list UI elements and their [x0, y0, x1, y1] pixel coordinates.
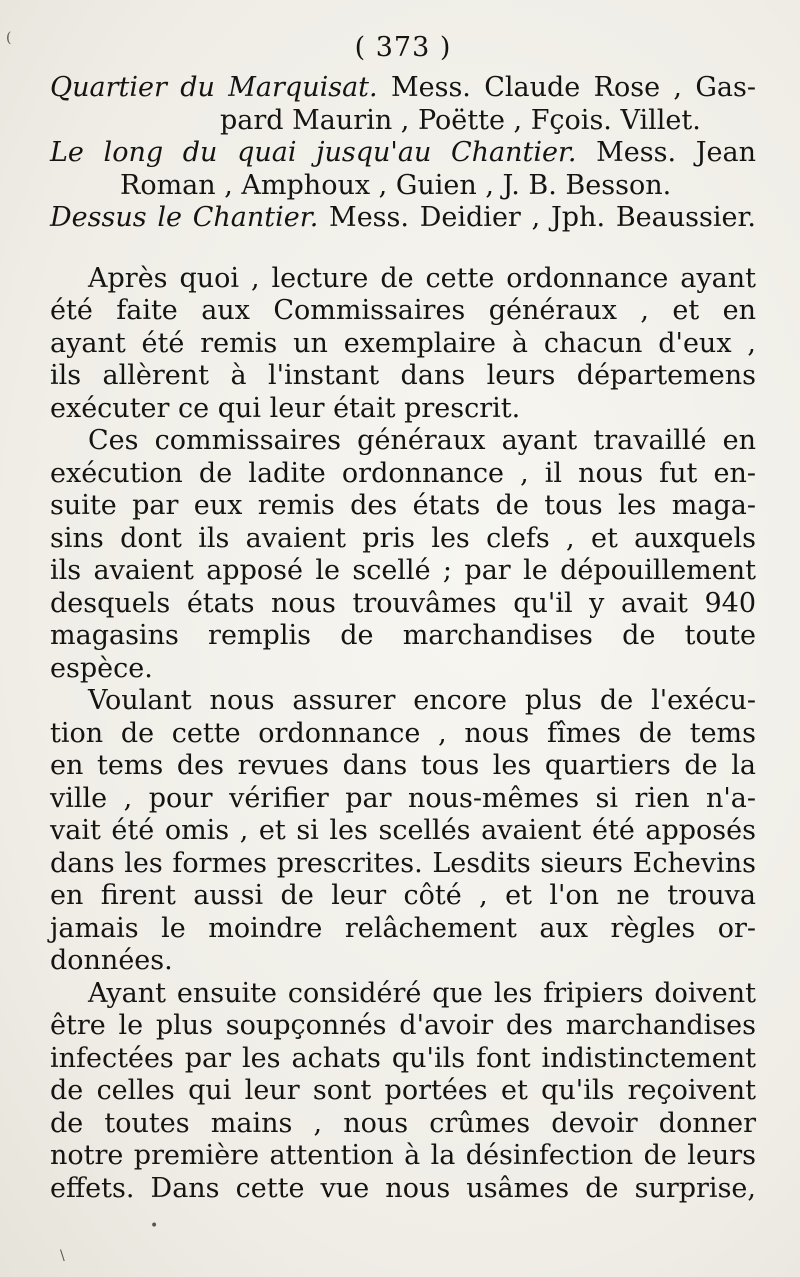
text-line: exécuter ce qui leur était prescrit. — [50, 392, 521, 424]
text-line: suite par eux remis des états de tous les maga- — [50, 490, 756, 521]
text-line: ils avaient apposé le scellé ; par le dépouillement — [50, 555, 756, 586]
text-line: Ces commissaires généraux ayant travaillé en — [88, 425, 756, 456]
text-line: ayant été remis un exemplaire à chacun d'eux , — [50, 327, 756, 359]
page-number: ( 373 ) — [354, 32, 452, 63]
district-name: Dessus le Chantier. — [50, 202, 319, 233]
commissioner-list — [50, 72, 756, 235]
commissioner-names: Mess. Deidier , Jph. Beaussier. — [318, 202, 756, 233]
list-line — [50, 105, 756, 138]
scan-speck: ( — [6, 30, 12, 46]
text-line: en firent aussi de leur côté , et l'on ne trouva — [50, 880, 756, 911]
text-line: de toutes mains , nous crûmes devoir donner — [50, 1107, 756, 1139]
list-line — [50, 72, 756, 105]
text-line: été faite aux Commissaires généraux , et en — [50, 295, 756, 326]
scan-speck: • — [150, 1218, 159, 1234]
text-line: vait été omis , et si les scellés avaient été apposés — [50, 815, 756, 846]
text-line: magasins remplis de marchandises de toute — [50, 620, 756, 651]
commissioner-names: Mess. Claude Rose , Gas- — [377, 72, 756, 103]
text-line: effets. Dans cette vue nous usâmes de surprise, — [50, 1172, 756, 1204]
text-line: desquels états nous trouvâmes qu'il y avait 940 — [50, 587, 756, 619]
text-line: espèce. — [50, 652, 153, 684]
text-line: données. — [50, 945, 173, 976]
commissioner-names: Mess. Jean — [576, 137, 756, 168]
text-line: tion de cette ordonnance , nous fîmes de tems — [50, 717, 756, 749]
list-line — [50, 137, 756, 170]
text-line: sins dont ils avaient pris les clefs , et auxquels — [50, 522, 756, 554]
text-line: Ayant ensuite considéré que les fripiers doivent — [88, 977, 756, 1009]
district-name: Quartier du Marquisat. — [50, 72, 378, 103]
text-line: Voulant nous assurer encore plus de l'exécu- — [88, 685, 756, 716]
text-line: notre première attention à la désinfection de leurs — [50, 1140, 756, 1171]
scan-speck: \ — [60, 1248, 65, 1264]
text-line: de celles qui leur sont portées et qu'ils reçoivent — [50, 1075, 756, 1106]
commissioner-names: pard Maurin , Poëtte , Fçois. Villet. — [220, 104, 701, 136]
list-line — [50, 170, 756, 203]
text-line: ils allèrent à l'instant dans leurs départemens — [50, 360, 756, 391]
text-line: Après quoi , lecture de cette ordonnance ayant — [88, 262, 756, 294]
district-name: Le long du quai jusqu'au Chantier. — [50, 137, 577, 168]
text-line: être le plus soupçonnés d'avoir des marchandises — [50, 1010, 756, 1041]
text-line: exécution de ladite ordonnance , il nous fut en- — [50, 457, 756, 489]
text-line: en tems des revues dans tous les quartiers de la — [50, 750, 756, 781]
section-gap — [50, 235, 756, 263]
text-line: infectées par les achats qu'ils font indistinctement — [50, 1042, 756, 1074]
text-line: dans les formes prescrites. Lesdits sieurs Echevins — [50, 847, 756, 879]
commissioner-names: Roman , Amphoux , Guien , J. B. Besson. — [120, 169, 672, 201]
text-line: ville , pour vérifier par nous-mêmes si rien n'a- — [50, 782, 756, 814]
text-line: jamais le moindre relâchement aux règles or- — [50, 912, 756, 944]
list-line — [50, 202, 756, 235]
body-text — [50, 263, 756, 1206]
